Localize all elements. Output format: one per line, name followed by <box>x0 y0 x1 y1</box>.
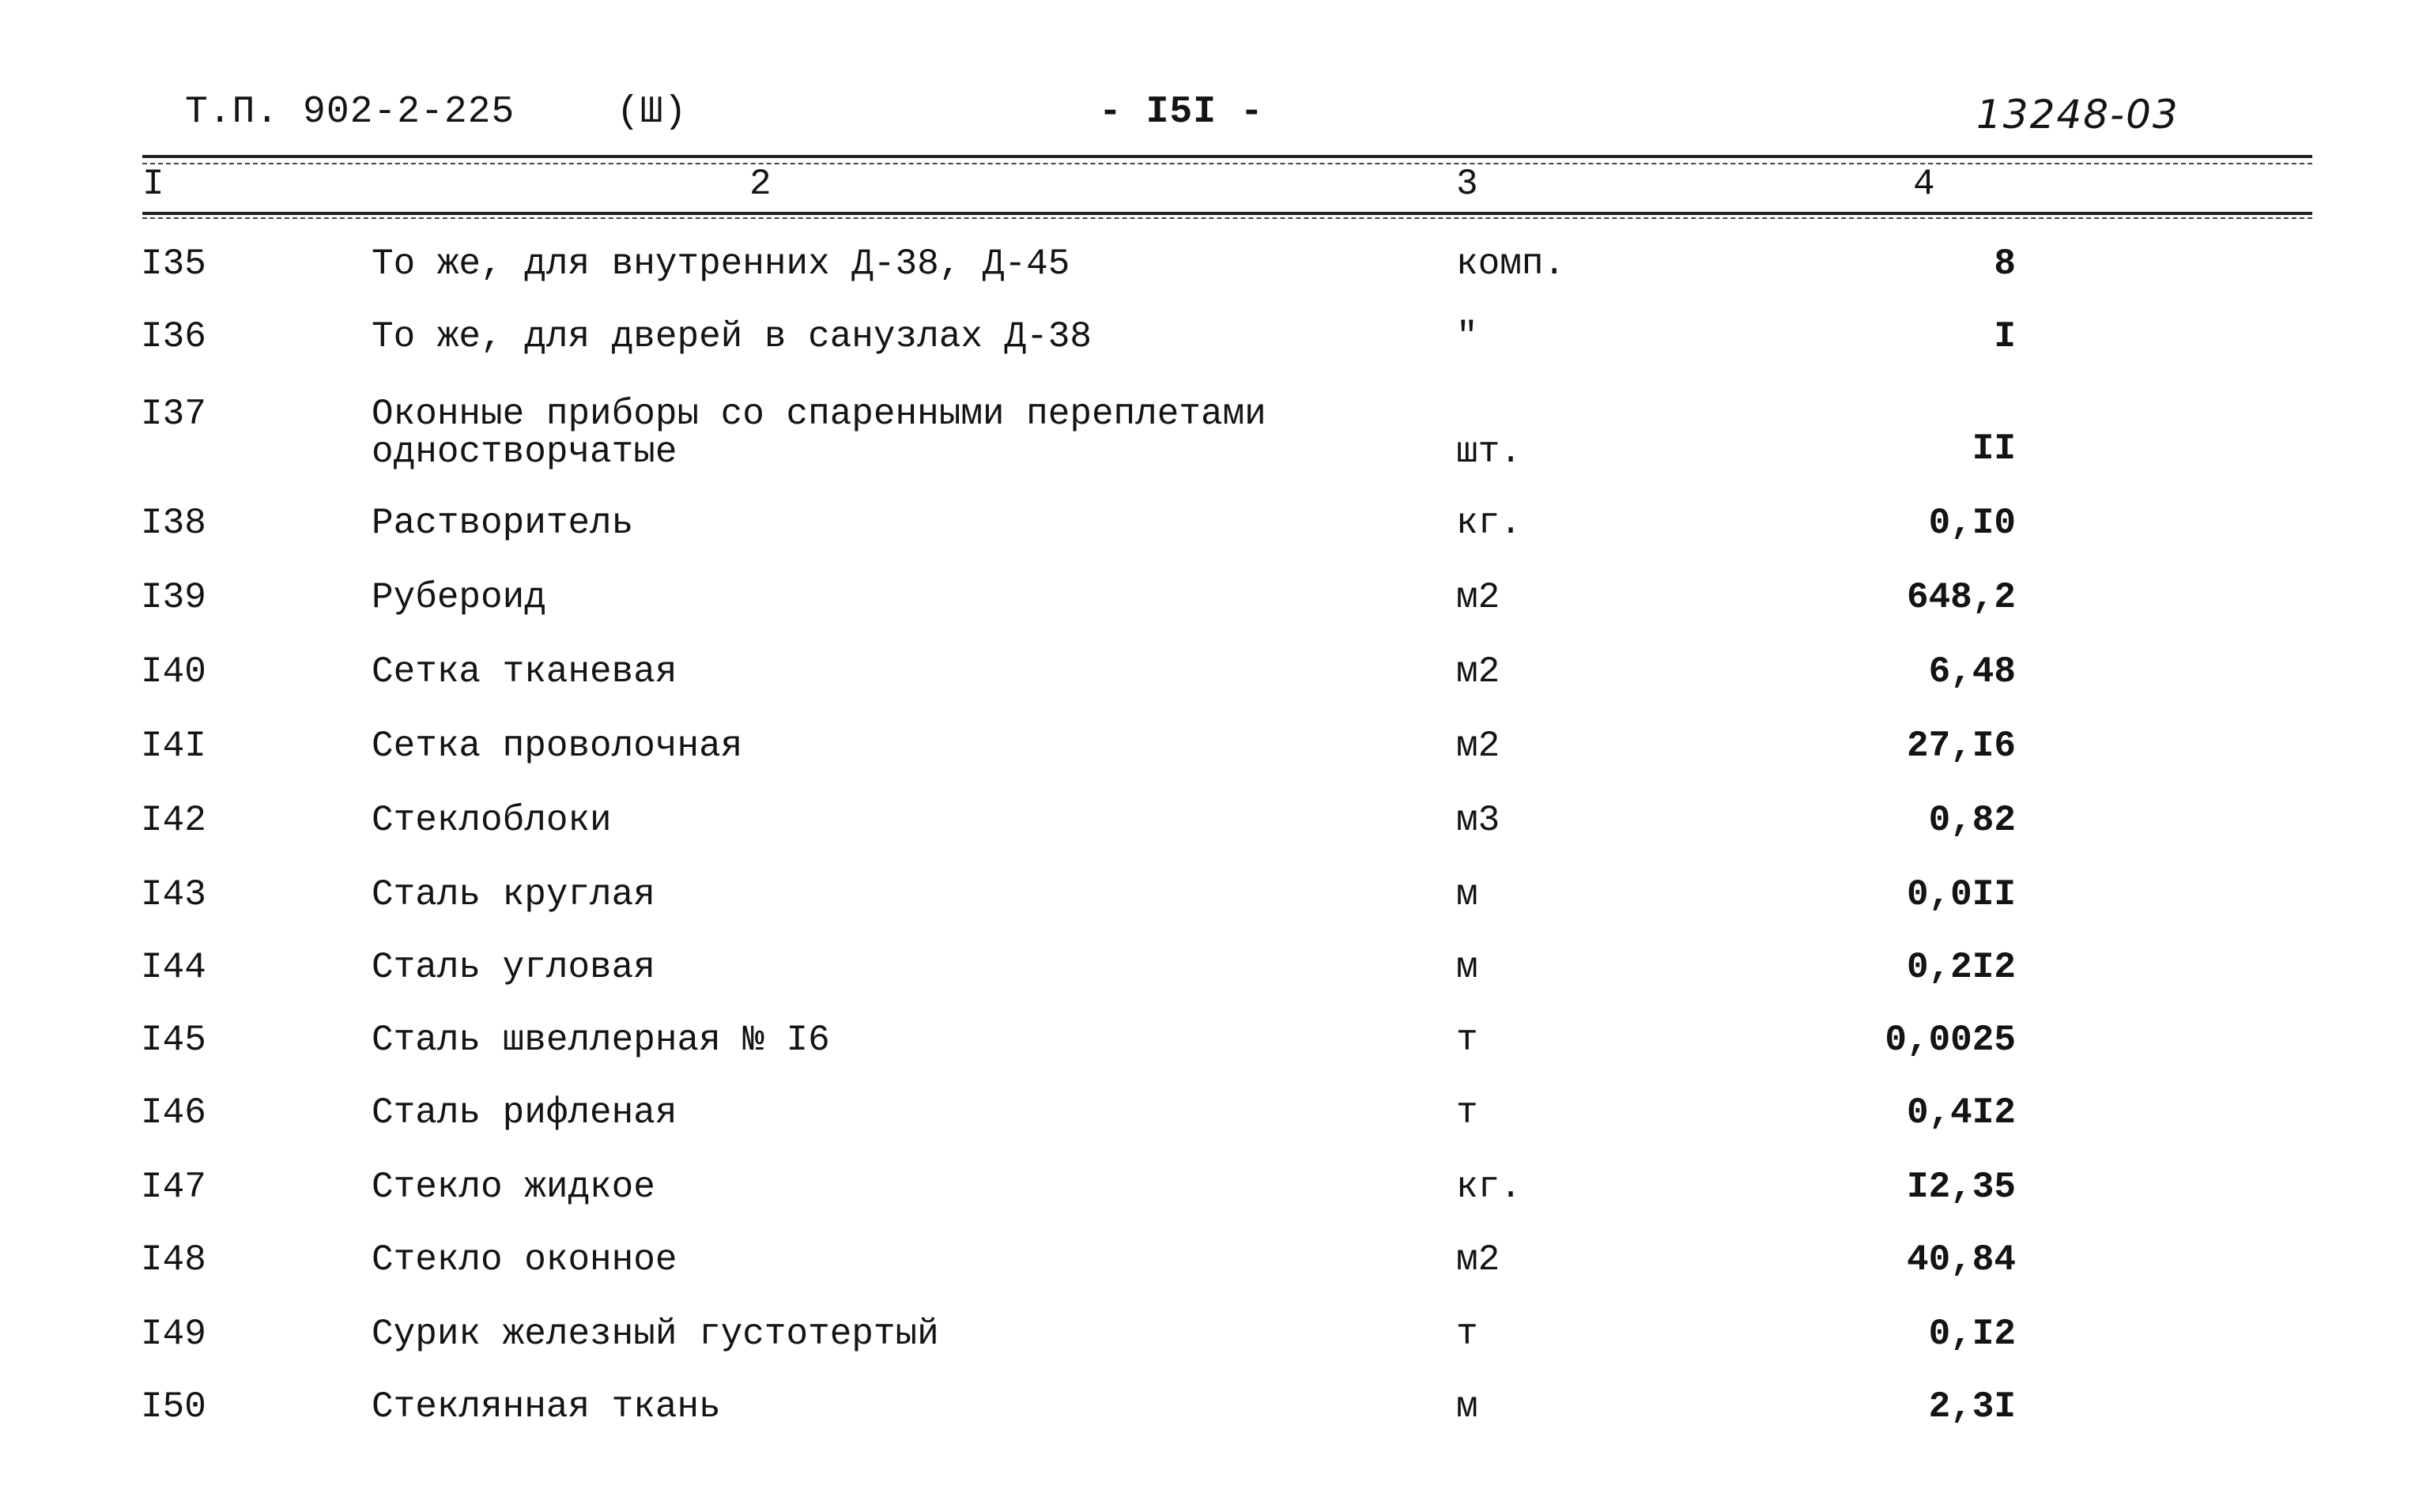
table-row <box>0 1315 2419 1378</box>
table-row <box>0 579 2419 642</box>
page-number: - I5I - <box>1099 91 1264 134</box>
header-rule-dashed <box>142 163 2312 164</box>
quantity: 2,3I <box>1928 1386 2016 1427</box>
unit: " <box>1456 316 1478 357</box>
unit: м <box>1456 874 1478 915</box>
quantity: 0,0025 <box>1885 1020 2016 1061</box>
item-name: Стекло жидкое <box>372 1167 655 1208</box>
row-number: I36 <box>141 316 206 357</box>
quantity: 0,2I2 <box>1906 947 2016 988</box>
table-row <box>0 1094 2419 1157</box>
quantity: 27,I6 <box>1906 726 2016 767</box>
unit: шт. <box>1456 432 1522 473</box>
quantity: 8 <box>1994 243 2016 285</box>
item-name: Рубероид <box>372 577 546 618</box>
table-row <box>0 1168 2419 1231</box>
item-name: Оконные приборы со спаренными переплетами одностворчатые <box>372 394 1266 473</box>
item-name: Сурик железный густотертый <box>372 1314 939 1355</box>
row-number: I37 <box>141 394 206 435</box>
item-name: Сетка тканевая <box>372 651 677 692</box>
column-header-rule-dashed <box>142 217 2312 219</box>
table-row <box>0 504 2419 567</box>
row-number: I39 <box>141 577 206 618</box>
unit: кг. <box>1456 1167 1522 1208</box>
unit: кг. <box>1456 503 1522 544</box>
column-header-rule <box>142 212 2312 215</box>
quantity: I2,35 <box>1906 1167 2016 1208</box>
row-number: I49 <box>141 1314 206 1355</box>
table-row <box>0 876 2419 939</box>
row-number: I45 <box>141 1020 206 1061</box>
unit: комп. <box>1456 243 1566 285</box>
row-number: I44 <box>141 947 206 988</box>
item-name: Сталь рифленая <box>372 1092 677 1133</box>
unit: т <box>1456 1092 1478 1133</box>
row-number: I46 <box>141 1092 206 1133</box>
row-number: I40 <box>141 651 206 692</box>
table-row <box>0 245 2419 308</box>
quantity: II <box>1972 428 2016 469</box>
header-rule <box>142 155 2312 158</box>
table-row <box>0 727 2419 790</box>
table-row <box>0 801 2419 865</box>
item-name: Сталь круглая <box>372 874 655 915</box>
column-number-1: I <box>142 164 164 205</box>
unit: м <box>1456 947 1478 988</box>
item-name: Сталь швеллерная № I6 <box>372 1020 830 1061</box>
item-name: То же, для внутренних Д-38, Д-45 <box>372 243 1070 285</box>
quantity: 0,82 <box>1928 800 2016 841</box>
document-code: Т.П. 902-2-225 <box>185 91 515 134</box>
unit: м2 <box>1456 577 1500 618</box>
item-name: То же, для дверей в санузлах Д-38 <box>372 316 1092 357</box>
volume-label: (Ш) <box>617 91 688 134</box>
quantity: 0,I2 <box>1928 1314 2016 1355</box>
column-number-2: 2 <box>749 164 772 205</box>
unit: м2 <box>1456 1239 1500 1280</box>
row-number: I47 <box>141 1167 206 1208</box>
item-name: Стеклоблоки <box>372 800 612 841</box>
row-number: I38 <box>141 503 206 544</box>
column-number-4: 4 <box>1913 164 1935 205</box>
item-name: Сталь угловая <box>372 947 655 988</box>
inventory-number: 13248-03 <box>1976 92 2179 138</box>
unit: м <box>1456 1386 1478 1427</box>
item-name: Растворитель <box>372 503 634 544</box>
item-name: Стекло оконное <box>372 1239 677 1280</box>
row-number: I48 <box>141 1239 206 1280</box>
table-row <box>0 653 2419 716</box>
row-number: I43 <box>141 874 206 915</box>
table-row <box>0 1021 2419 1084</box>
quantity: 0,4I2 <box>1906 1092 2016 1133</box>
row-number: I50 <box>141 1386 206 1427</box>
unit: м2 <box>1456 726 1500 767</box>
unit: т <box>1456 1314 1478 1355</box>
table-row <box>0 395 2419 482</box>
quantity: 648,2 <box>1906 577 2016 618</box>
table-row <box>0 1241 2419 1304</box>
table-row <box>0 1388 2419 1451</box>
row-number: I42 <box>141 800 206 841</box>
row-number: I35 <box>141 243 206 285</box>
row-number: I4I <box>141 726 206 767</box>
table-row <box>0 318 2419 381</box>
table-row <box>0 948 2419 1012</box>
item-name: Стеклянная ткань <box>372 1386 721 1427</box>
quantity: I <box>1994 316 2016 357</box>
unit: м2 <box>1456 651 1500 692</box>
quantity: 0,0II <box>1906 874 2016 915</box>
quantity: 0,I0 <box>1928 503 2016 544</box>
item-name: Сетка проволочная <box>372 726 743 767</box>
unit: т <box>1456 1020 1478 1061</box>
quantity: 40,84 <box>1906 1239 2016 1280</box>
column-number-3: 3 <box>1456 164 1478 205</box>
unit: м3 <box>1456 800 1500 841</box>
quantity: 6,48 <box>1928 651 2016 692</box>
